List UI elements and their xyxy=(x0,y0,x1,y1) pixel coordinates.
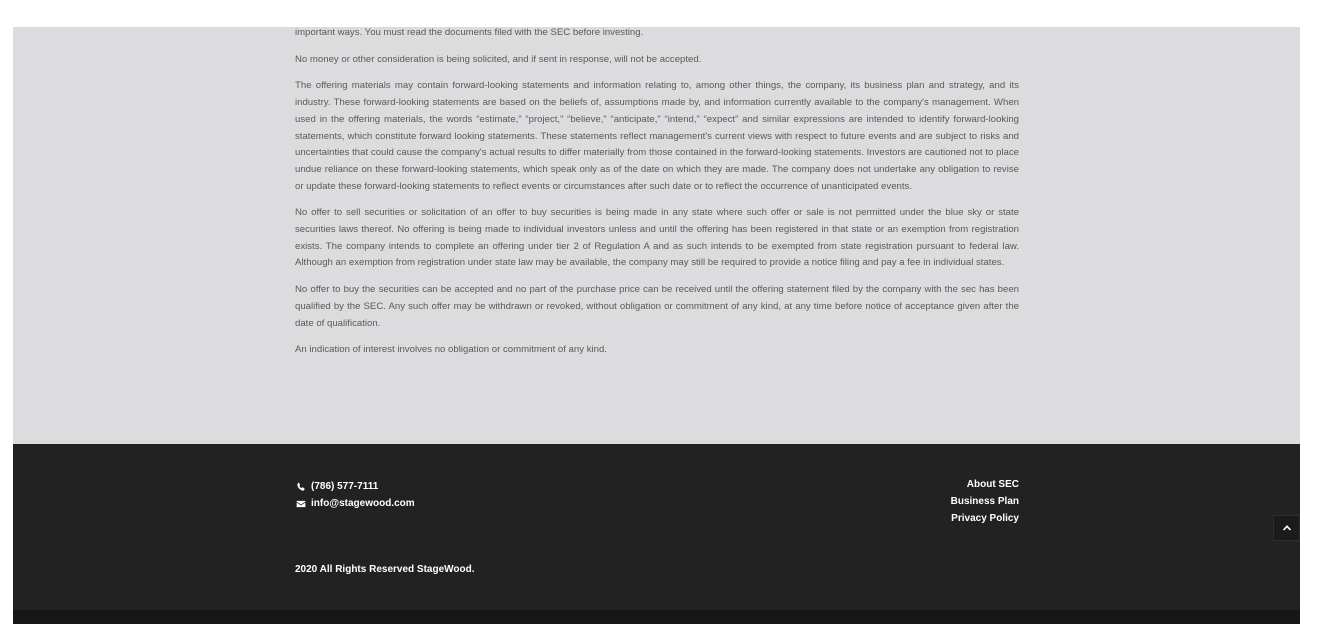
footer-copyright: 2020 All Rights Reserved StageWood. xyxy=(295,564,475,575)
legal-disclaimer-text xyxy=(295,27,1019,369)
footer-contact xyxy=(296,478,415,512)
legal-paragraph: No offer to sell securities or solicitation of an offer to buy securities is being made in any state where such offer or sale is not permitted under the blue sky or state securities laws thereof. No offering is being made to individual investors unless and until the offering has been registered in that state or an exemption from registration exists. The company intends to complete an offering under tier 2 of Regulation A and as such intends to be exempted from state registration pursuant to federal law. Although an exemption from registration under state law may be available, the company may still be required to provide a notice filing and pay a fee in individual states. xyxy=(295,207,1019,269)
legal-paragraph: No money or other consideration is being solicited, and if sent in response, will not be accepted. xyxy=(295,53,702,65)
footer-bottom-bar xyxy=(13,610,1300,624)
site-footer xyxy=(13,444,1300,610)
scroll-to-top-button[interactable] xyxy=(1273,515,1300,541)
legal-paragraph: important ways. You must read the documents filed with the SEC before investing. xyxy=(295,27,644,38)
footer-email[interactable] xyxy=(296,495,415,512)
footer-link-privacy-policy[interactable]: Privacy Policy xyxy=(951,513,1019,524)
legal-paragraph: No offer to buy the securities can be accepted and no part of the purchase price can be received until the offering statement filed by the company with the sec has been qualified by the SEC. Any such offer may be withdrawn or revoked, without obligation or commitment of any kind, at any time before notice of acceptance given after the date of qualification. xyxy=(295,284,1019,329)
legal-paragraph: The offering materials may contain forward-looking statements and information relating to, among other things, the company, its business plan and strategy, and its industry. These forward-looking statements are based on the beliefs of, assumptions made by, and information currently available to the company's management. When used in the offering materials, the words “estimate,” “project,” “believe,” “anticipate,” “intend,” “expect” and similar expressions are intended to identify forward-looking statements, which constitute forward looking statements. These statements reflect management's current views with respect to future events and are subject to risks and uncertainties that could cause the company's actual results to differ materially from those contained in the forward-looking statements. Investors are cautioned not to place undue reliance on these forward-looking statements, which speak only as of the date on which they are made. The company does not undertake any obligation to revise or update these forward-looking statements to reflect events or circumstances after such date or to reflect the occurrence of unanticipated events. xyxy=(295,80,1019,192)
envelope-icon xyxy=(296,499,306,509)
legal-disclaimer-section xyxy=(13,27,1300,444)
footer-phone-text: (786) 577-7111 xyxy=(311,481,379,492)
page xyxy=(13,27,1300,624)
chevron-up-icon xyxy=(1282,523,1292,533)
footer-email-text: info@stagewood.com xyxy=(311,498,415,509)
phone-icon xyxy=(296,482,306,492)
legal-paragraph: An indication of interest involves no obligation or commitment of any kind. xyxy=(295,344,607,356)
footer-phone[interactable] xyxy=(296,478,415,495)
footer-link-business-plan[interactable]: Business Plan xyxy=(950,496,1019,507)
footer-link-about-sec[interactable]: About SEC xyxy=(966,479,1019,490)
footer-links xyxy=(951,476,1019,527)
